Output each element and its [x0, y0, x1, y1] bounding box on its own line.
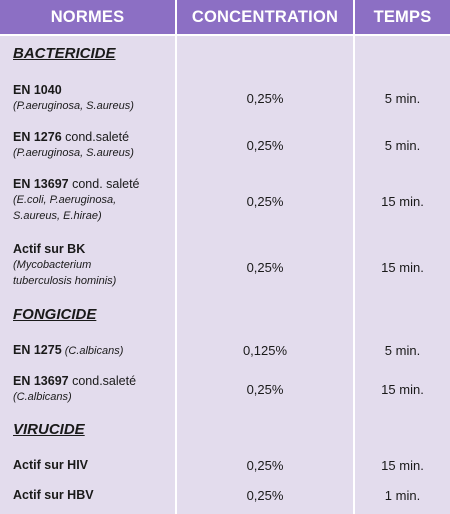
concentration-value: 0,25%: [246, 457, 284, 473]
concentration-value: 0,25%: [246, 90, 284, 106]
section-title-virucide: VIRUCIDE: [13, 421, 85, 438]
time-value: 15 min.: [381, 193, 424, 209]
header-concentration: CONCENTRATION: [177, 0, 353, 36]
time-value: 1 min.: [384, 487, 421, 503]
norm-note: (C.albicans): [13, 391, 72, 403]
concentration-value: 0,25%: [246, 487, 284, 503]
norm-label: [13, 241, 116, 289]
header-normes: NORMES: [0, 0, 175, 36]
norm-note: (C.albicans): [61, 345, 124, 357]
concentration-value: 0,25%: [246, 381, 284, 397]
norm-name: EN 1276: [13, 130, 62, 144]
norm-name: Actif sur HBV: [13, 488, 94, 502]
time-value: 15 min.: [381, 259, 424, 275]
norm-condition: cond. saleté: [68, 177, 140, 191]
norm-name: EN 13697: [13, 374, 69, 388]
norm-name: EN 13697: [13, 177, 69, 191]
norm-label: [13, 129, 134, 161]
time-value: 15 min.: [381, 381, 424, 397]
norm-note: (P.aeruginosa, S.aureus): [13, 147, 134, 159]
section-title-fongicide: FONGICIDE: [13, 306, 97, 323]
norm-note: (E.coli, P.aeruginosa,: [13, 194, 117, 206]
norm-note: (Mycobacterium: [13, 259, 92, 271]
norm-name: EN 1275: [13, 343, 62, 357]
norm-label: [13, 176, 140, 224]
concentration-value: 0,25%: [246, 193, 284, 209]
concentration-value: 0,125%: [242, 342, 288, 358]
time-value: 15 min.: [381, 457, 424, 473]
time-value: 5 min.: [384, 137, 421, 153]
norm-label: [13, 487, 94, 503]
time-value: 5 min.: [384, 342, 421, 358]
norm-name: Actif sur HIV: [13, 458, 89, 472]
concentration-value: 0,25%: [246, 259, 284, 275]
time-value: 5 min.: [384, 90, 421, 106]
norm-note: tuberculosis hominis): [13, 275, 117, 287]
norm-name: EN 1040: [13, 83, 62, 97]
norm-label: [13, 82, 134, 114]
header-temps: TEMPS: [355, 0, 450, 36]
norm-label: [13, 373, 136, 405]
norm-name: Actif sur BK: [13, 242, 86, 256]
norm-note: S.aureus, E.hirae): [13, 210, 102, 222]
norm-label: [13, 457, 88, 473]
norm-condition: cond.saleté: [68, 374, 137, 388]
norm-label: [13, 342, 123, 359]
norm-condition: cond.saleté: [61, 130, 130, 144]
norm-note: (P.aeruginosa, S.aureus): [13, 100, 134, 112]
section-title-bactericide: BACTERICIDE: [13, 45, 116, 62]
concentration-value: 0,25%: [246, 137, 284, 153]
